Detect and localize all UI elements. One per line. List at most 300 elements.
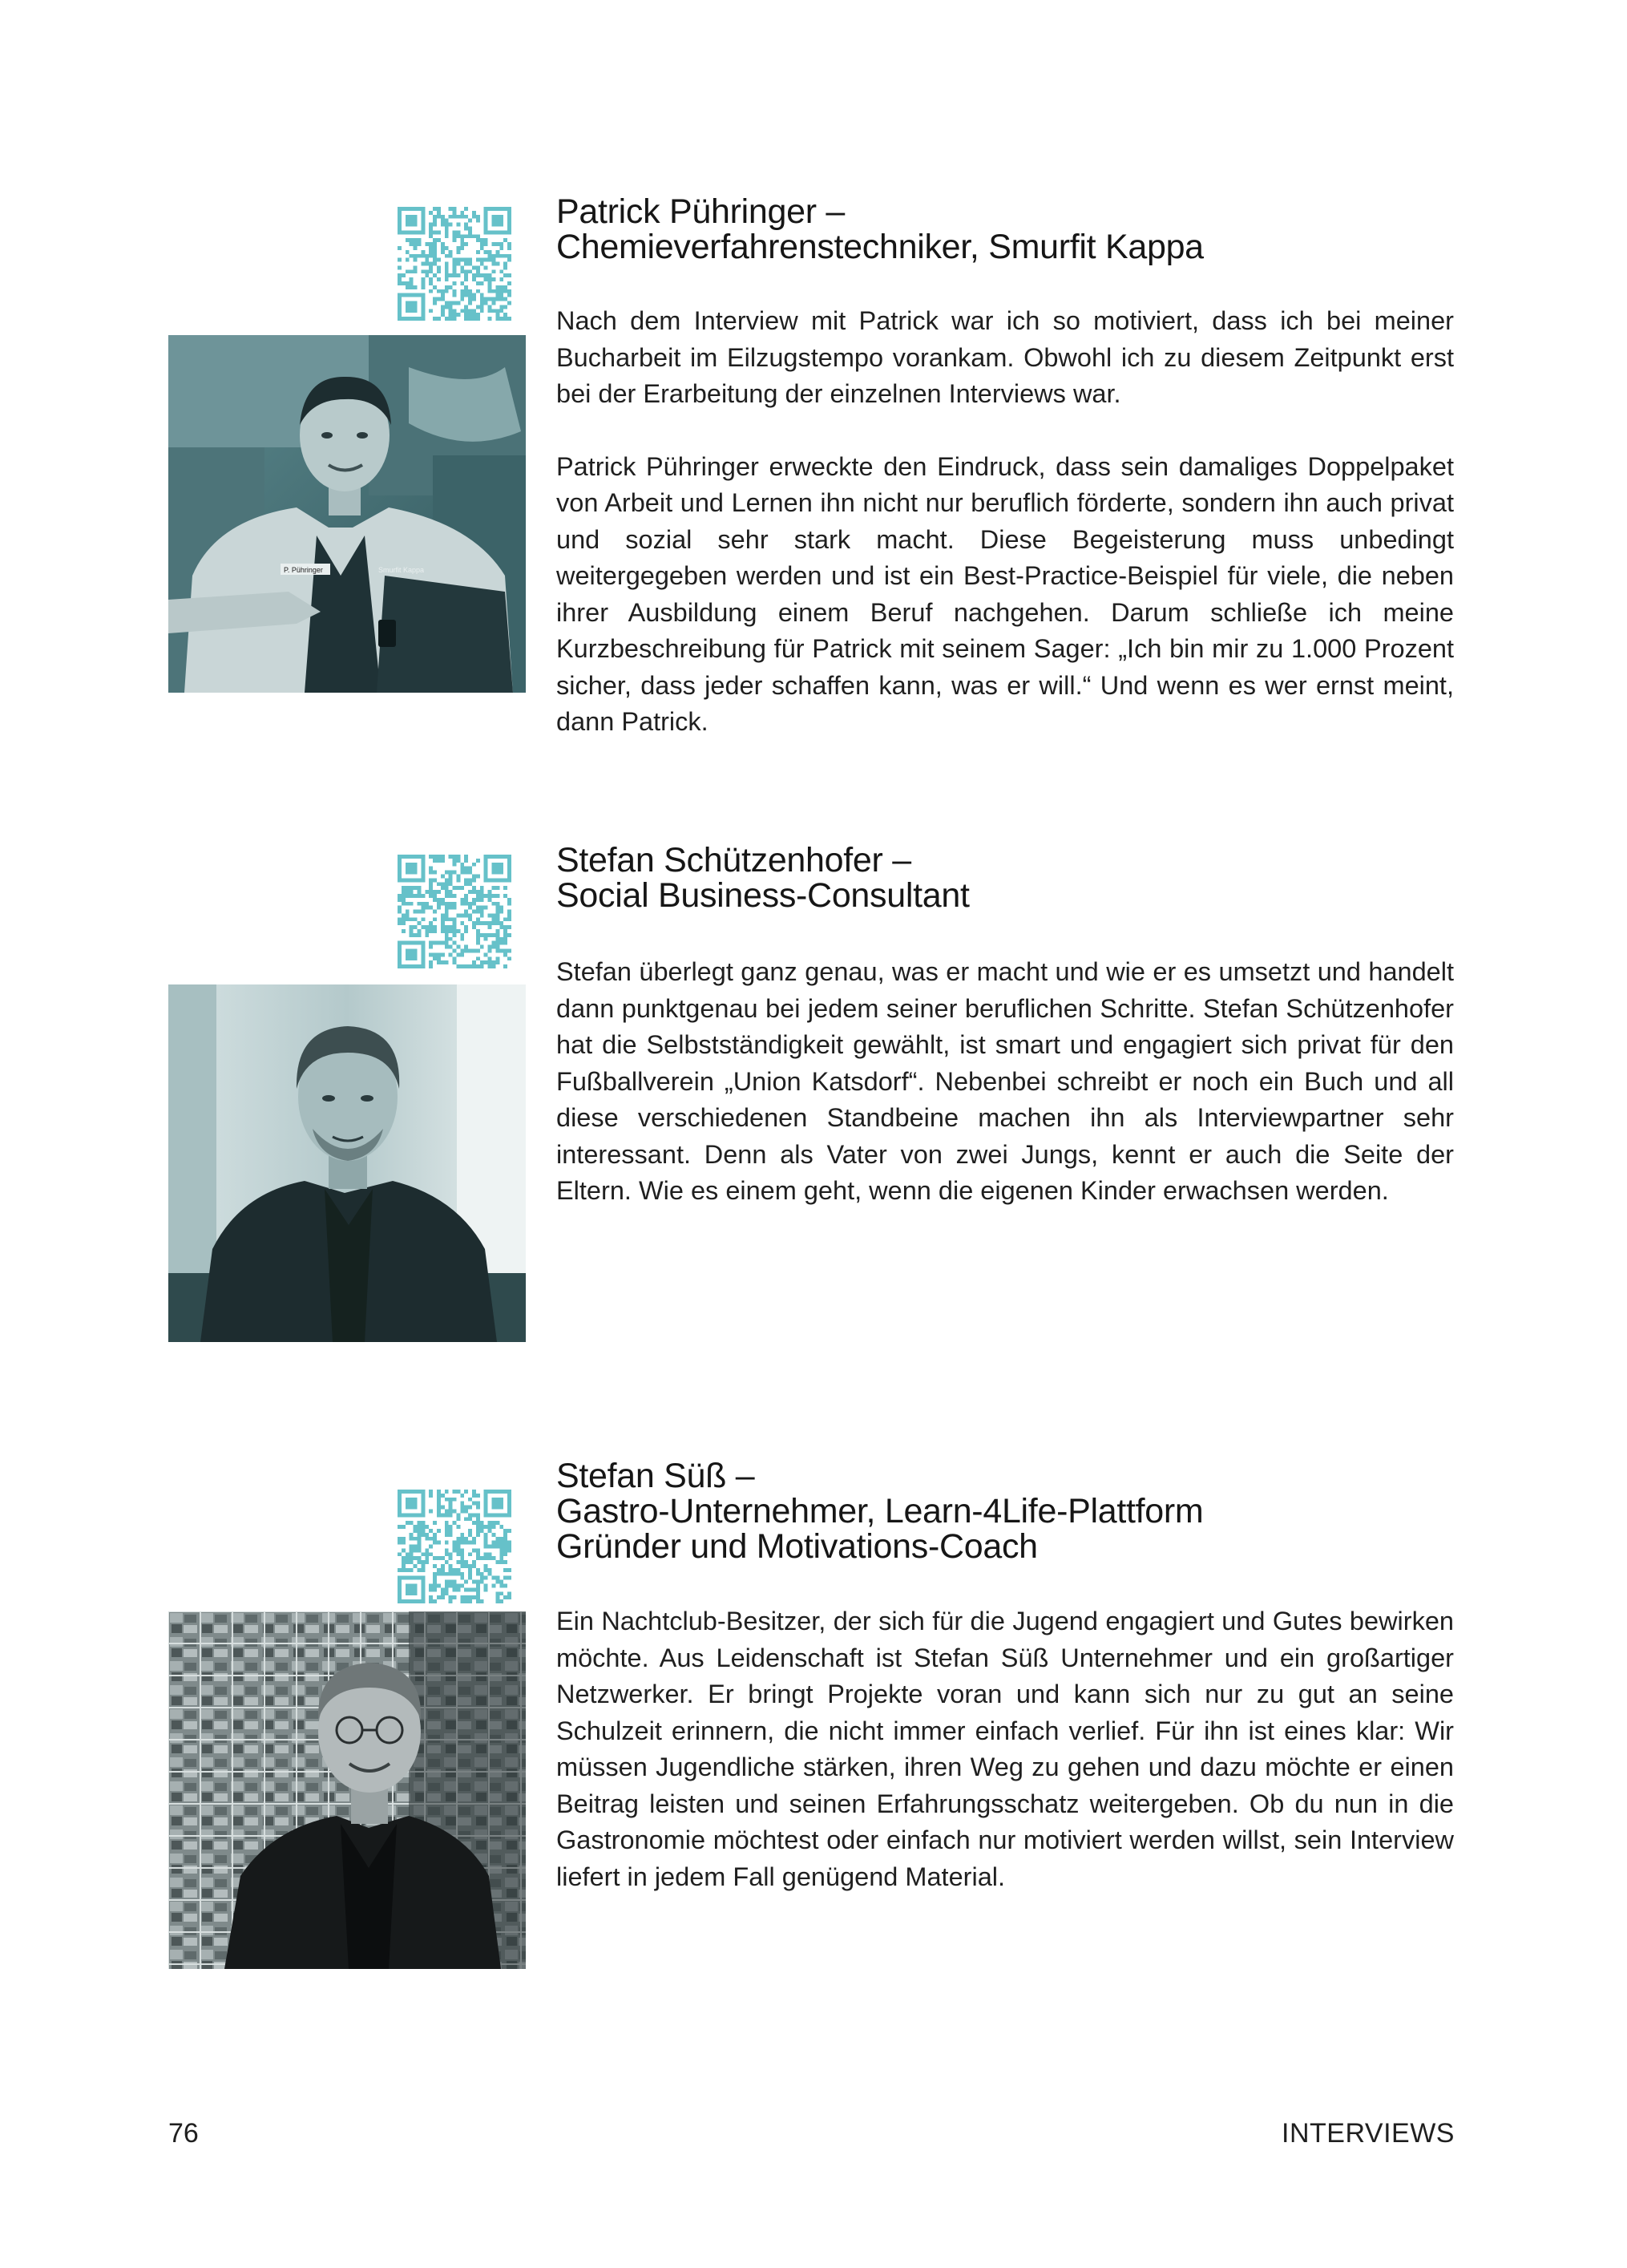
qr-module [410, 1552, 414, 1556]
qr-module [503, 894, 507, 898]
qr-module [406, 1498, 418, 1510]
qr-module [492, 902, 496, 906]
qr-module [460, 246, 464, 250]
qr-module [402, 917, 406, 921]
qr-module [456, 1568, 460, 1572]
qr-module [445, 1529, 449, 1533]
qr-module [425, 262, 429, 266]
qr-module [429, 855, 433, 859]
qr-module [495, 937, 499, 941]
qr-module [472, 293, 476, 297]
qr-module [503, 262, 507, 266]
qr-module [499, 906, 503, 910]
qr-module [445, 301, 449, 305]
qr-module [488, 890, 492, 894]
qr-module [398, 910, 402, 914]
qr-module [476, 1525, 480, 1529]
qr-module [460, 949, 464, 953]
qr-module [472, 1564, 476, 1568]
qr-module [414, 894, 418, 898]
qr-module [499, 1525, 503, 1529]
qr-module [484, 894, 488, 898]
qr-module [453, 309, 457, 313]
qr-module [414, 285, 418, 289]
qr-module [449, 1580, 453, 1584]
qr-module [464, 1580, 468, 1584]
qr-module [421, 925, 425, 929]
qr-module [480, 262, 484, 266]
qr-module [456, 1541, 460, 1545]
qr-module [417, 242, 421, 246]
qr-module [464, 293, 468, 297]
qr-module [406, 285, 410, 289]
qr-module [437, 1494, 441, 1498]
qr-module [507, 913, 511, 917]
qr-module [464, 305, 468, 309]
qr-module [484, 1533, 488, 1537]
qr-module [456, 246, 460, 250]
qr-module [417, 902, 421, 906]
qr-module [441, 250, 445, 254]
qr-module [437, 1513, 441, 1517]
qr-module [476, 317, 480, 321]
qr-module [499, 1584, 503, 1588]
qr-module [441, 859, 445, 863]
qr-module [460, 937, 464, 941]
qr-module [503, 949, 507, 953]
qr-module [495, 910, 499, 914]
qr-module [480, 933, 484, 937]
qr-module [472, 215, 476, 219]
qr-module [410, 277, 414, 281]
qr-module [480, 1529, 484, 1533]
interview-description [556, 303, 1454, 741]
qr-module [484, 301, 488, 305]
qr-code-icon[interactable] [398, 1490, 511, 1603]
qr-module [453, 902, 457, 906]
qr-module [453, 1568, 457, 1572]
qr-module [410, 1545, 414, 1549]
qr-module [433, 894, 437, 898]
qr-module [507, 301, 511, 305]
qr-module [460, 1506, 464, 1510]
qr-module [484, 1525, 488, 1529]
qr-module [449, 917, 453, 921]
qr-module [445, 945, 449, 949]
qr-module [468, 1572, 472, 1576]
qr-module [449, 317, 453, 321]
qr-module [499, 1537, 503, 1541]
qr-module [441, 902, 445, 906]
qr-module [495, 929, 499, 933]
qr-module [417, 254, 421, 258]
qr-module [464, 902, 468, 906]
qr-module [476, 250, 480, 254]
qr-module [398, 246, 402, 250]
qr-module [429, 281, 433, 285]
section-name: INTERVIEWS [1282, 2118, 1455, 2149]
qr-module [503, 1541, 507, 1545]
description-paragraph: Stefan überlegt ganz genau, was er macht und wie er es umsetzt und handelt dann punktgenau bei jedem seiner beruflichen Schritte. Stefan Schützenhofer hat die Selbstständigkeit gewählt, ist smart und engagiert sich privat für den Fußballverein „Union Katsdorf“. Nebenbei schreibt er noch ein Buch und all diese verschiedenen Standbeine machen ihn als Interviewpartner sehr interessant. Denn als Vater von zwei Jungs, kennt er auch die Seite der Eltern. Wie es einem geht, wenn die eigenen Kinder erwachsen werden. [556, 957, 1454, 1205]
qr-module [406, 250, 410, 254]
qr-module [492, 215, 504, 227]
qr-module [495, 262, 499, 266]
qr-module [488, 285, 492, 289]
qr-module [402, 913, 406, 917]
qr-module [429, 867, 433, 871]
qr-module [421, 1552, 425, 1556]
qr-module [468, 949, 472, 953]
qr-module [449, 215, 453, 219]
qr-module [464, 262, 468, 266]
qr-module [429, 211, 433, 215]
qr-module [468, 1513, 472, 1517]
qr-module [421, 1564, 425, 1568]
qr-module [507, 898, 511, 902]
qr-module [464, 317, 468, 321]
qr-module [414, 246, 418, 250]
qr-module [453, 273, 457, 277]
qr-module [425, 1537, 429, 1541]
qr-module [464, 910, 468, 914]
qr-module [507, 258, 511, 262]
qr-module [503, 273, 507, 277]
qr-module [437, 265, 441, 269]
qr-module [488, 1545, 492, 1549]
qr-module [468, 1517, 472, 1521]
qr-module [503, 952, 507, 956]
qr-module [429, 254, 433, 258]
qr-module [433, 1533, 437, 1537]
qr-module [472, 273, 476, 277]
qr-module [398, 894, 402, 898]
qr-module [460, 238, 464, 242]
qr-module [449, 1525, 453, 1529]
qr-module [468, 1564, 472, 1568]
qr-module [445, 902, 449, 906]
qr-module [492, 1498, 504, 1510]
qr-module [410, 894, 414, 898]
qr-module [433, 917, 437, 921]
qr-module [507, 1545, 511, 1549]
qr-module [406, 1521, 410, 1525]
qr-module [449, 1568, 453, 1572]
qr-module [402, 894, 406, 898]
qr-module [480, 960, 484, 964]
qr-module [495, 1537, 499, 1541]
qr-module [460, 242, 464, 246]
qr-module [472, 890, 476, 894]
qr-module [445, 1509, 449, 1513]
qr-module [460, 1599, 464, 1603]
qr-code-icon[interactable] [398, 207, 511, 321]
qr-module [453, 871, 457, 875]
qr-module [460, 281, 464, 285]
qr-module [492, 1521, 496, 1525]
qr-module [476, 238, 480, 242]
qr-module [456, 223, 460, 227]
qr-module [484, 1564, 488, 1568]
qr-module [460, 1552, 464, 1556]
qr-module [437, 1509, 441, 1513]
qr-module [433, 1541, 437, 1545]
qr-module [449, 945, 453, 949]
qr-module [484, 265, 488, 269]
qr-module [472, 1502, 476, 1506]
qr-module [480, 910, 484, 914]
qr-module [437, 960, 441, 964]
qr-module [402, 1556, 406, 1560]
qr-module [495, 894, 499, 898]
qr-module [472, 317, 476, 321]
qr-module [441, 1587, 445, 1591]
qr-module [464, 313, 468, 317]
qr-module [495, 254, 499, 258]
qr-module [417, 238, 421, 242]
qr-module [441, 242, 445, 246]
qr-module [468, 867, 472, 871]
qr-module [429, 906, 433, 910]
qr-module [449, 1556, 453, 1560]
qr-module [472, 1595, 476, 1599]
qr-module [472, 1494, 476, 1498]
qr-module [464, 1490, 468, 1494]
qr-module [503, 1576, 507, 1580]
qr-module [464, 913, 468, 917]
qr-module [410, 1548, 414, 1552]
qr-module [472, 1580, 476, 1584]
qr-module [449, 1533, 453, 1537]
qr-module [484, 1584, 488, 1588]
qr-module [484, 1556, 488, 1560]
qr-module [406, 1560, 410, 1564]
qr-module [449, 301, 453, 305]
qr-module [410, 1521, 414, 1525]
qr-module [437, 1595, 441, 1599]
qr-module [472, 949, 476, 953]
qr-module [499, 242, 503, 246]
qr-module [402, 1564, 406, 1568]
qr-module [429, 262, 433, 266]
qr-module [453, 265, 457, 269]
qr-module [437, 882, 441, 886]
qr-module [453, 921, 457, 925]
qr-module [464, 273, 468, 277]
qr-module [425, 1533, 429, 1537]
qr-module [456, 874, 460, 878]
qr-module [445, 933, 449, 937]
qr-module [464, 871, 468, 875]
qr-module [499, 246, 503, 250]
qr-code-graphic [398, 1490, 511, 1603]
qr-module [472, 1521, 476, 1525]
qr-module [488, 1521, 492, 1525]
qr-module [464, 242, 468, 246]
qr-module [449, 305, 453, 309]
qr-module [503, 917, 507, 921]
qr-module [441, 898, 445, 902]
qr-module [484, 250, 488, 254]
qr-module [476, 898, 480, 902]
qr-module [441, 855, 445, 859]
qr-module [445, 1587, 449, 1591]
qr-module [460, 289, 464, 293]
qr-module [464, 1595, 468, 1599]
qr-module [421, 254, 425, 258]
description-paragraph: Ein Nachtclub-Besitzer, der sich für die Jugend engagiert und Gutes bewirken möchte. Aus Leidenschaft ist Stefan Süß Unternehmer und ein großartiger Netzwerker. Er bringt Projekte voran und kann sich nur zu gut an seine Schulzeit erinnern, die nicht immer einfach verlief. Für ihn ist eines klar: Wir müssen Jugendliche stärken, ihren Weg zu gehen und dazu möchte er einen Beitrag leisten und seinen Erfahrungsschatz weitergeben. Ob du nun in die Gastronomie möchtest oder einfach nur motiviert werden willst, sein Interview liefert in jedem Fall genügend Material. [556, 1607, 1454, 1891]
qr-module [433, 250, 437, 254]
qr-module [464, 1587, 468, 1591]
qr-module [476, 215, 480, 219]
qr-module [445, 890, 449, 894]
qr-module [449, 309, 453, 313]
qr-module [495, 960, 499, 964]
qr-module [437, 952, 441, 956]
qr-module [453, 1521, 457, 1525]
qr-module [488, 921, 492, 925]
qr-module [425, 890, 429, 894]
qr-module [464, 855, 468, 859]
qr-module [492, 297, 496, 301]
qr-module [456, 859, 460, 863]
qr-module [472, 1587, 476, 1591]
qr-module [398, 1568, 402, 1572]
qr-module [445, 1490, 449, 1494]
qr-module [429, 1587, 433, 1591]
qr-module [495, 293, 499, 297]
qr-module [398, 258, 402, 262]
qr-module [437, 317, 441, 321]
qr-module [495, 317, 499, 321]
qr-module [398, 1537, 402, 1541]
qr-module [468, 309, 472, 313]
qr-module [410, 925, 414, 929]
qr-module [402, 1560, 406, 1564]
qr-module [421, 1560, 425, 1564]
qr-module [449, 1509, 453, 1513]
qr-code-icon[interactable] [398, 855, 511, 968]
qr-module [472, 211, 476, 215]
qr-module [421, 1568, 425, 1572]
qr-module [499, 1545, 503, 1549]
qr-module [503, 297, 507, 301]
qr-module [476, 305, 480, 309]
qr-module [433, 285, 437, 289]
photo-badge-text: P. Pühringer [284, 566, 323, 574]
qr-module [480, 273, 484, 277]
qr-module [472, 964, 476, 968]
qr-module [460, 215, 464, 219]
qr-module [464, 1560, 468, 1564]
qr-module [429, 929, 433, 933]
qr-module [453, 238, 457, 242]
qr-module [410, 1568, 414, 1572]
qr-module [445, 937, 449, 941]
qr-module [417, 1556, 421, 1560]
qr-module [472, 265, 476, 269]
qr-module [429, 265, 433, 269]
qr-module [453, 1548, 457, 1552]
qr-module [456, 1545, 460, 1549]
qr-module [472, 925, 476, 929]
qr-module [421, 902, 425, 906]
qr-module [472, 1490, 476, 1494]
qr-module [484, 1552, 488, 1556]
qr-module [480, 913, 484, 917]
qr-module [433, 941, 437, 945]
qr-module [437, 1529, 441, 1533]
qr-module [476, 1548, 480, 1552]
qr-module [437, 289, 441, 293]
qr-module [499, 925, 503, 929]
qr-module [468, 1599, 472, 1603]
qr-module [425, 925, 429, 929]
qr-module [445, 246, 449, 250]
qr-module [441, 1595, 445, 1599]
qr-module [402, 929, 406, 933]
qr-module [445, 917, 449, 921]
qr-module [468, 269, 472, 273]
qr-module [441, 215, 445, 219]
qr-module [495, 921, 499, 925]
qr-module [476, 1521, 480, 1525]
qr-module [472, 874, 476, 878]
qr-module [495, 250, 499, 254]
qr-module [437, 230, 441, 234]
interview-description [556, 954, 1454, 1210]
qr-module [453, 1490, 457, 1494]
qr-module [492, 913, 496, 917]
qr-code-graphic [398, 207, 511, 321]
qr-module [492, 933, 496, 937]
qr-module [402, 902, 406, 906]
qr-module [472, 1537, 476, 1541]
qr-module [503, 1537, 507, 1541]
qr-module [429, 1599, 433, 1603]
qr-module [464, 867, 468, 871]
qr-module [503, 1533, 507, 1537]
portrait-photo-stefan-suess [168, 1611, 526, 1969]
qr-module [453, 1541, 457, 1545]
qr-module [453, 1587, 457, 1591]
qr-module [468, 878, 472, 882]
qr-module [460, 293, 464, 297]
qr-module [468, 262, 472, 266]
qr-module [472, 313, 476, 317]
qr-module [476, 219, 480, 223]
qr-module [503, 1568, 507, 1572]
qr-module [460, 1509, 464, 1513]
qr-module [476, 1599, 480, 1603]
qr-module [507, 289, 511, 293]
qr-module [449, 1552, 453, 1556]
qr-module [464, 964, 468, 968]
qr-module [495, 949, 499, 953]
qr-module [437, 855, 441, 859]
qr-module [495, 1545, 499, 1549]
qr-module [437, 207, 441, 211]
qr-module [464, 277, 468, 281]
qr-module [472, 1548, 476, 1552]
qr-module [507, 949, 511, 953]
qr-module [437, 277, 441, 281]
qr-module [503, 289, 507, 293]
qr-module [460, 933, 464, 937]
qr-module [484, 1537, 488, 1541]
qr-module [499, 1599, 503, 1603]
qr-module [429, 1509, 433, 1513]
qr-module [406, 1556, 410, 1560]
